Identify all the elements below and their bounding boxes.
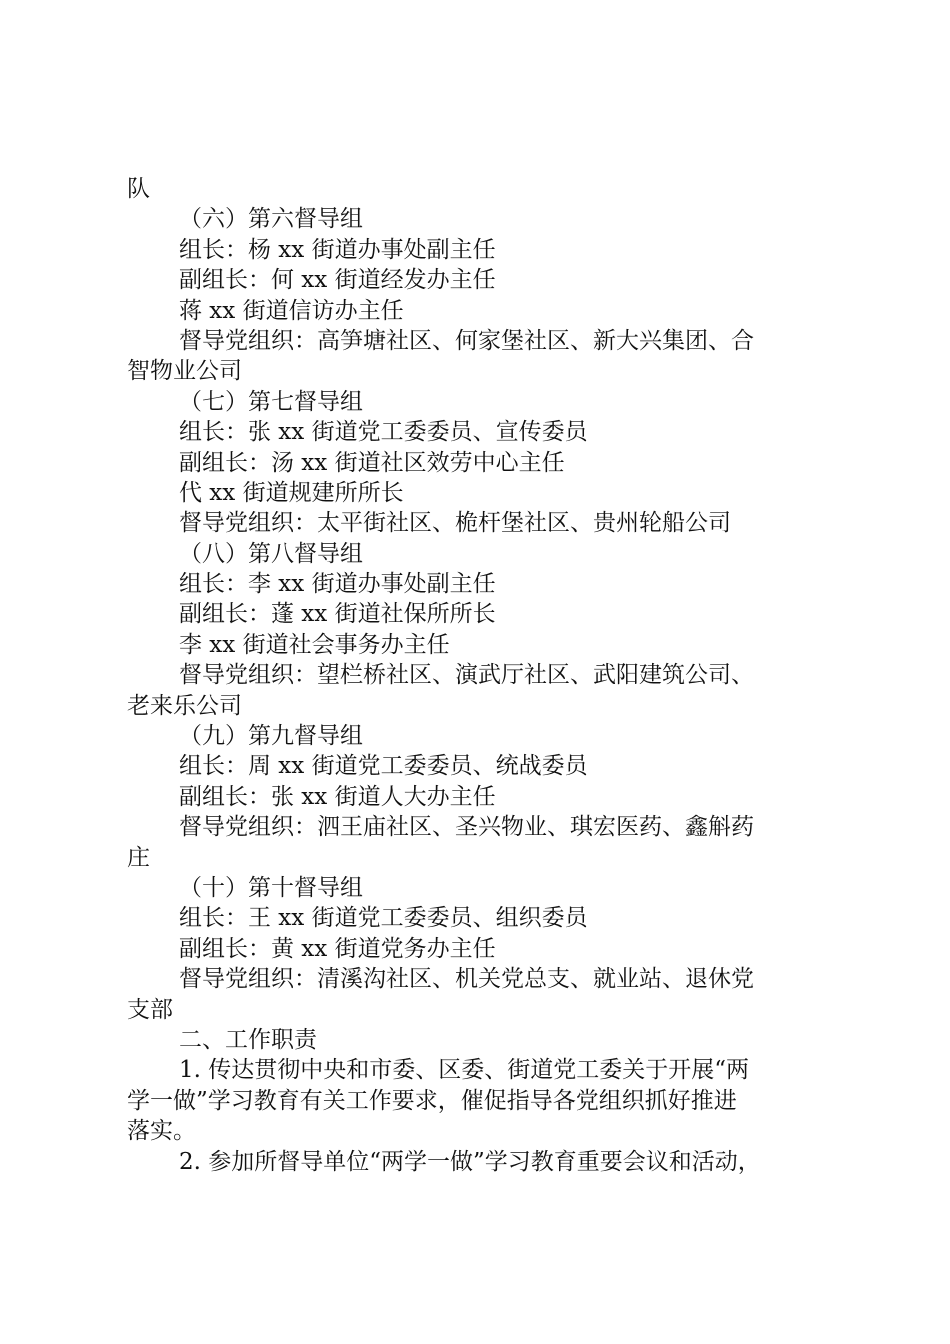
text-line: 2. 参加所督导单位“两学一做”学习教育重要会议和活动， [179, 1148, 761, 1175]
document-body [127, 174, 827, 1177]
text-line: 组长：周 xx 街道党工委委员、统战委员 [179, 753, 588, 780]
text-line: 庄 [127, 844, 150, 871]
text-line: （七）第七督导组 [179, 388, 363, 415]
text-line: 李 xx 街道社会事务办主任 [179, 631, 450, 658]
text-line: 副组长：蓬 xx 街道社保所所长 [179, 601, 496, 628]
text-line: 组长：杨 xx 街道办事处副主任 [179, 236, 496, 263]
text-line: 1. 传达贯彻中央和市委、区委、街道党工委关于开展“两 [179, 1057, 750, 1084]
text-line: 蒋 xx 街道信访办主任 [179, 297, 404, 324]
text-line: （八）第八督导组 [179, 540, 363, 567]
text-line: 支部 [127, 996, 173, 1023]
text-line: 学一做”学习教育有关工作要求，催促指导各党组织抓好推进 [127, 1087, 737, 1114]
text-line: （六）第六督导组 [179, 206, 363, 233]
text-line: 组长：王 xx 街道党工委委员、组织委员 [179, 905, 588, 932]
text-line: 督导党组织：望栏桥社区、演武厅社区、武阳建筑公司、 [179, 662, 754, 689]
text-line: 副组长：黄 xx 街道党务办主任 [179, 935, 496, 962]
text-line: 组长：张 xx 街道党工委委员、宣传委员 [179, 419, 588, 446]
text-line: （九）第九督导组 [179, 723, 363, 750]
text-line: 组长：李 xx 街道办事处副主任 [179, 571, 496, 598]
text-line: 督导党组织：太平街社区、桅杆堡社区、贵州轮船公司 [179, 510, 731, 537]
text-line: 代 xx 街道规建所所长 [179, 479, 404, 506]
text-line: 督导党组织：泗王庙社区、圣兴物业、琪宏医药、鑫斛药 [179, 814, 754, 841]
text-line: 督导党组织：清溪沟社区、机关党总支、就业站、退休党 [179, 966, 754, 993]
text-line: 副组长：何 xx 街道经发办主任 [179, 267, 496, 294]
text-line: 副组长：张 xx 街道人大办主任 [179, 783, 496, 810]
text-line: 副组长：汤 xx 街道社区效劳中心主任 [179, 449, 565, 476]
section-heading: 二、工作职责 [179, 1026, 317, 1053]
text-line: 队 [127, 176, 150, 202]
text-line: 落实。 [127, 1118, 196, 1145]
text-line: （十）第十督导组 [179, 874, 363, 901]
text-line: 智物业公司 [127, 358, 242, 385]
text-line: 督导党组织：高笋塘社区、何家堡社区、新大兴集团、合 [179, 327, 754, 354]
text-line: 老来乐公司 [127, 692, 242, 719]
